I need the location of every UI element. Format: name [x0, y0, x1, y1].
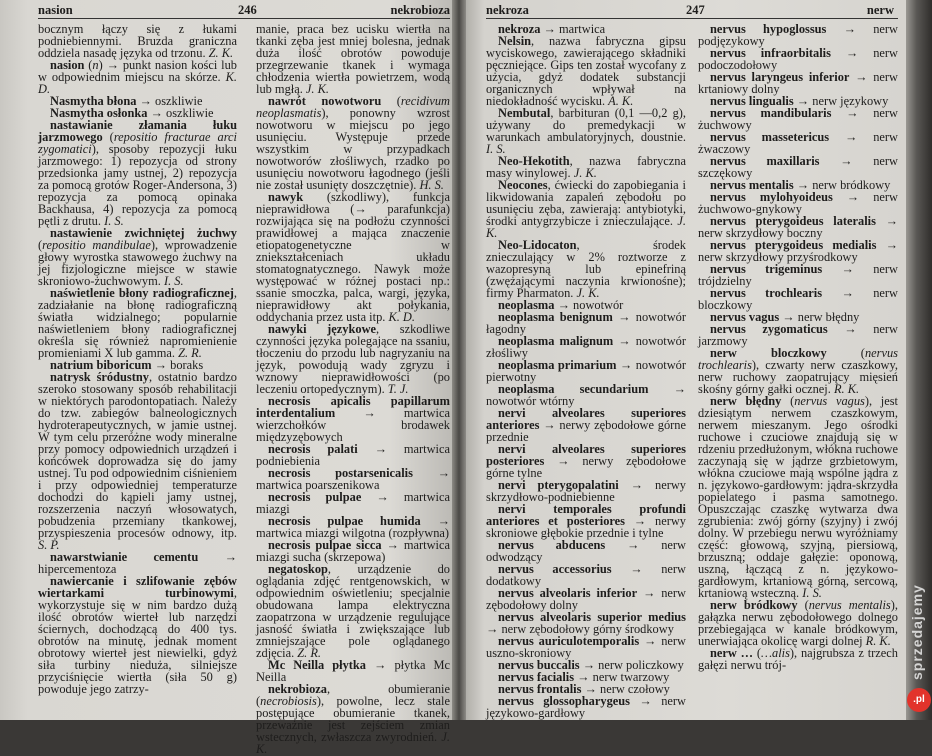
- dictionary-entry: [698, 155, 898, 179]
- entry-italic-text: H. S.: [419, 178, 444, 192]
- entry-text: ), wprowadzenie głowy wyrostka stawowego żuchwy na jej fizjologiczne miejsce w stawie skroniowo-żuchwowym.: [38, 238, 237, 288]
- entry-italic-text: J. K.: [486, 214, 686, 240]
- entry-headword: nervus maxillaris: [710, 154, 820, 168]
- dictionary-entry: [256, 563, 450, 659]
- dictionary-entry: [256, 395, 450, 443]
- entry-italic-text: R. K.: [833, 382, 860, 396]
- entry-text: → nerw odwodzący: [486, 538, 686, 564]
- entry-text: (: [753, 646, 761, 660]
- entry-text: → martwica poarszenikowa: [256, 466, 450, 492]
- entry-headword: nervus infraorbitalis: [710, 46, 831, 60]
- entry-headword: nervus vagus: [710, 310, 780, 324]
- entry-text: → nowotwór: [554, 298, 624, 312]
- dictionary-entry: [698, 215, 898, 239]
- entry-headword: natrium biboricum: [50, 358, 152, 372]
- entry-text: → oszkliwie: [147, 106, 214, 120]
- header-guide-word-right: nerw: [866, 3, 894, 17]
- entry-italic-text: J. K.: [256, 730, 450, 756]
- right-page: [462, 0, 906, 720]
- dictionary-entry: [256, 95, 450, 191]
- entry-text: → nerw językowy: [793, 94, 889, 108]
- entry-headword: nawyk: [268, 190, 304, 204]
- dictionary-entry: [486, 335, 686, 359]
- running-header-right: [486, 2, 898, 19]
- dictionary-entry: [256, 467, 450, 491]
- entry-text: (: [102, 130, 114, 144]
- entry-headword: nervi alveolares superiores anteriores: [486, 406, 686, 432]
- entry-text: → nerw błędny: [779, 310, 860, 324]
- entry-text: → nerw podjęzykowy: [698, 22, 898, 48]
- dictionary-entry: [486, 239, 686, 299]
- dictionary-entry: [38, 119, 237, 227]
- entry-headword: nekrobioza: [268, 682, 327, 696]
- entry-headword: nervus zygomaticus: [710, 322, 828, 336]
- entry-headword: Neo-Hekotith: [498, 154, 570, 168]
- entry-text: ), czwarty nerw czaszkowy, nerw ruchowy zaopatrujący mięsień skośny górny gałki ocznej.: [698, 358, 898, 396]
- header-guide-word-right: nekrobioza: [390, 3, 450, 17]
- dictionary-entry: [486, 611, 686, 635]
- dictionary-entry: [698, 395, 898, 599]
- entry-text: ), jest dziesiątym nerwem czaszkowym, nerwem mieszanym. Jego ośrodki ruchowe i czuciowe znajdują się w rdzeniu przedłużonym, włókna ruchowe zaczynają się w jądrze grzbietowym, włókna czuciowe mają wspólne jądra z n. językowo-gardłowym: jądra-skrzydła popielatego i pasma samotnego. Opuszczając czaszkę wytwarza dwa zgrubienia: zwój górny (szyjny) i zwój dolny. W przebiegu nerwu wyróżniamy część: głowową, szyjną, piersiową, brzuszną; oddaje gałęzie: oponową, uszną, łączącą z n. językowo-gardłowym, krtaniową górną, sercową, krtaniową wsteczną.: [698, 394, 898, 600]
- entry-text: , szkodliwe czynności języka polegające na ssaniu, tłoczeniu do przodu lub nagryzaniu na język, powodują wady zgryzu i wznowy nieprawidłowości (po leczeniu ortopedycznym).: [256, 322, 450, 396]
- entry-headword: nawarstwianie cementu: [50, 550, 199, 564]
- entry-text: → nerwy zębodołowe górne tylne: [486, 454, 686, 480]
- entry-text: → martwica wierzchołków brodawek międzyzębowych: [256, 406, 450, 444]
- entry-text: → nerw żwaczowy: [698, 130, 898, 156]
- dictionary-entry: [486, 179, 686, 239]
- dictionary-entry: [256, 323, 450, 395]
- dictionary-entry: [486, 107, 686, 155]
- dictionary-entry: [698, 47, 898, 71]
- entry-headword: nervus buccalis: [498, 658, 580, 672]
- dictionary-entry: [486, 563, 686, 587]
- entry-headword: Neo-Lidocaton: [498, 238, 577, 252]
- dictionary-entry: [486, 311, 686, 335]
- entry-italic-text: necrobiosis: [260, 694, 317, 708]
- entry-text: → nerw krtaniowy dolny: [698, 70, 898, 96]
- watermark-logo: sprzedajemy: [909, 584, 925, 680]
- entry-headword: nervus frontalis: [498, 682, 582, 696]
- entry-headword: nervi alveolares superiores posteriores: [486, 442, 686, 468]
- entry-text: → nerw skrzydłowy przyśrodkowy: [698, 238, 898, 264]
- dictionary-entry: [486, 35, 686, 107]
- entry-headword: necrosis postarsenicalis: [268, 466, 413, 480]
- entry-headword: nervus trochlearis: [710, 286, 823, 300]
- dictionary-entry: [256, 515, 450, 539]
- entry-text: ) → punkt nasion kości lub w odpowiednim miejscu na skórze.: [38, 58, 237, 84]
- entry-text: → nerw trójdzielny: [698, 262, 898, 288]
- entry-headword: neoplasma: [498, 298, 555, 312]
- page-number-right: 247: [686, 3, 705, 17]
- entry-text: (szkodliwy), funkcja nieprawidłowa (→ parafunkcja) rozwijająca się na podłożu czynności prawidłowej a mająca znaczenie etiopatogenetyczne w zniekształceniach układu stomatognatycznego. Nawyk może występować w różnej postaci np.: ssanie smoczka, palca, wargi, języka, nieprawidłowy akt połykania, oddychania przez usta itp.: [256, 190, 450, 324]
- entry-italic-text: …alis: [760, 646, 790, 660]
- entry-headword: nervi temporales profundi anteriores et posteriores: [486, 502, 686, 528]
- dictionary-entry: [486, 155, 686, 179]
- entry-headword: nawrót nowotworu: [268, 94, 382, 108]
- dictionary-column: [256, 23, 450, 755]
- dictionary-entry: [698, 23, 898, 47]
- page-number-left: 246: [238, 3, 257, 17]
- entry-text: → nerw policzkowy: [579, 658, 684, 672]
- entry-text: (: [84, 58, 93, 72]
- entry-italic-text: repositio mandibulae: [42, 238, 151, 252]
- entry-text: → nowotwór łagodny: [486, 310, 686, 336]
- dictionary-entry: [698, 107, 898, 131]
- dictionary-entry: [486, 359, 686, 383]
- entry-text: → oszkliwie: [136, 94, 203, 108]
- entry-italic-text: nervus trochlearis: [698, 346, 898, 372]
- entry-text: , nazwa fabryczna masy winylowej.: [486, 154, 686, 180]
- dictionary-entry: [698, 347, 898, 395]
- entry-text: (: [797, 598, 809, 612]
- entry-text: , środek znieczulający w 2% roztworze z wazopresyną lub epinefriną (zwężającymi naczynia krwionośne); firmy Pharmaton.: [486, 238, 686, 300]
- entry-headword: nervus laryngeus inferior: [710, 70, 850, 84]
- entry-text: → nerw bródkowy: [793, 178, 891, 192]
- entry-text: (: [781, 394, 795, 408]
- entry-headword: nervi pterygopalatini: [498, 478, 619, 492]
- entry-text: → nowotwór wtórny: [486, 382, 686, 408]
- entry-text: → nowotwór złośliwy: [486, 334, 686, 360]
- dictionary-entry: [486, 383, 686, 407]
- dictionary-entry: [256, 491, 450, 515]
- dictionary-entry: [486, 443, 686, 479]
- entry-text: ), ponowny wzrost nowotworu w miejscu po jego usunięciu. Występuje przede wszystkim w przypadkach nowotworów złośliwych, rzadko po usunięciu nowotworu łagodnego (jeśli nie został usunięty doszczętnie).: [256, 106, 450, 192]
- entry-text: → nerw twarzowy: [574, 670, 670, 684]
- entry-headword: nervus abducens: [498, 538, 606, 552]
- entry-italic-text: J. K.: [576, 286, 600, 300]
- entry-text: , urządzenie do oglądania zdjęć rentgenowskich, w odpowiednim oświetleniu; specjalnie obudowana lampa elektryczna zaopatrzona w urządzenie regulujące jasność światła i zwiększające lub zmniejszające pole oglądanego zdjęcia.: [256, 562, 450, 660]
- entry-text: , zadziałanie na błonę radiograficzną światła widzialnego; popularnie naświetleniem błony radiograficznej określa się również napromienienie promieniami X lub gamma.: [38, 286, 237, 360]
- entry-text: , barbituran (0,1 —0,2 g), używany do premedykacji w warunkach ambulatoryjnych, doustnie.: [486, 106, 686, 144]
- entry-text: , wykorzystuje się w nim bardzo dużą ilość obrotów wierteł lub narzędzi ściernych, dochodzącą do 400 tys. obrotów na minutę, jednak moment obrotowy wierteł jest niewielki, gdyż siła turbiny nieduża, silniejsze przyciśnięcie wiertła (siła 50 g) powoduje jego zatrzy-: [38, 586, 237, 696]
- entry-italic-text: S. P.: [38, 538, 60, 552]
- entry-text: → martwica miazgi wilgotna (rozpływna): [256, 514, 450, 540]
- entry-text: → nerw skrzydłowy boczny: [698, 214, 898, 240]
- dictionary-entry: [698, 191, 898, 215]
- entry-headword: nervus hypoglossus: [710, 22, 827, 36]
- entry-headword: negatoskop: [268, 562, 328, 576]
- entry-headword: neoplasma secundarium: [498, 382, 649, 396]
- entry-headword: nervus lingualis: [710, 94, 794, 108]
- entry-headword: necrosis apicalis papillarum interdentalium: [256, 394, 450, 420]
- dictionary-entry: [256, 443, 450, 467]
- running-header-left: [38, 2, 450, 19]
- entry-headword: Nelsin: [498, 34, 532, 48]
- entry-headword: nerw bloczkowy: [710, 346, 827, 360]
- entry-italic-text: repositio fracturae arci zygomatici: [38, 130, 237, 156]
- entry-headword: neoplasma primarium: [498, 358, 617, 372]
- dictionary-column: [486, 23, 686, 719]
- entry-headword: nastawianie złamania łuku jarzmowego: [38, 118, 237, 144]
- entry-text: → nerwy zębodołowe górne przednie: [486, 418, 686, 444]
- entry-text: ), gałązka nerwu zębodołowego dolnego przebiegająca w kanale bródkowym, unerwiająca okolicę wargi dolnej: [698, 598, 898, 648]
- dictionary-entry: [698, 287, 898, 311]
- entry-continuation: [256, 23, 450, 95]
- entry-text: → boraks: [151, 358, 204, 372]
- entry-text: → nerw podoczodołowy: [698, 46, 898, 72]
- entry-headword: natrysk śródustny: [50, 370, 149, 384]
- entry-italic-text: T. J.: [387, 382, 409, 396]
- entry-text: → płytka Mc Neilla: [256, 658, 451, 684]
- entry-italic-text: I. S.: [802, 586, 822, 600]
- entry-text: (: [381, 94, 401, 108]
- entry-italic-text: J. K.: [305, 82, 329, 96]
- entry-italic-text: nervus mentalis: [808, 598, 891, 612]
- entry-headword: nawiercanie i szlifowanie zębów wiertarkami turbinowymi: [38, 574, 237, 600]
- entry-headword: nekroza: [498, 22, 541, 36]
- entry-italic-text: K. D.: [38, 70, 237, 96]
- entry-headword: necrosis palati: [268, 442, 358, 456]
- entry-text: → nerwy skrzydłowo-podniebienne: [486, 478, 686, 504]
- entry-headword: nervus glossopharygeus: [498, 694, 630, 708]
- entry-italic-text: recidivum neoplasmatis: [256, 94, 450, 120]
- entry-headword: Mc Neilla płytka: [268, 658, 366, 672]
- entry-headword: necrosis pulpae humida: [268, 514, 421, 528]
- entry-text: → nerw czołowy: [581, 682, 670, 696]
- entry-headword: nervus accessorius: [498, 562, 612, 576]
- entry-continuation: [38, 23, 237, 59]
- dictionary-entry: [698, 263, 898, 287]
- dictionary-entry: [256, 683, 450, 755]
- entry-text: (: [38, 238, 43, 252]
- dictionary-entry: [698, 323, 898, 347]
- entry-headword: nervus alveolaris inferior: [498, 586, 638, 600]
- entry-text: bocznym łączy się z łukami podniebiennymi. Bruzda graniczna oddziela nasadę języka od trzonu.: [38, 22, 237, 60]
- dictionary-entry: [38, 287, 237, 359]
- entry-italic-text: Z. R.: [178, 346, 202, 360]
- left-page: [0, 0, 458, 756]
- dictionary-column: [38, 23, 237, 695]
- entry-italic-text: K. D.: [388, 310, 415, 324]
- dictionary-entry: [486, 635, 686, 659]
- entry-headword: nawyki językowe: [268, 322, 377, 336]
- dictionary-entry: [38, 575, 237, 695]
- dictionary-entry: [698, 71, 898, 95]
- entry-headword: nervus trigeminus: [710, 262, 823, 276]
- entry-text: → nerw jarzmowy: [698, 322, 898, 348]
- entry-text: → nerw zębodołowy górny środkowy: [486, 622, 674, 636]
- entry-text: ), sposoby repozycji łuku jarzmowego: 1) repozycja od strony przedsionka jamy ustnej, 2) repozycja za pomocą grotów Roger-Andersona, 3) repozycja za pomocą opinaka Backhausa, 4) repozycja za pomocą pętli z drutu.: [38, 142, 237, 228]
- entry-headword: necrosis pulpae sicca: [268, 538, 382, 552]
- dictionary-entry: [698, 647, 898, 671]
- entry-italic-text: J. K.: [573, 166, 597, 180]
- dictionary-entry: [486, 503, 686, 539]
- entry-italic-text: I. S.: [163, 274, 184, 288]
- entry-headword: Nembutal: [498, 106, 551, 120]
- entry-headword: neoplasma benignum: [498, 310, 613, 324]
- entry-text: → nerw szczękowy: [698, 154, 898, 180]
- dictionary-entry: [486, 407, 686, 443]
- dictionary-entry: [698, 239, 898, 263]
- entry-headword: nervus pterygoideus medialis: [710, 238, 877, 252]
- entry-headword: nerw błędny: [710, 394, 782, 408]
- entry-text: → martwica miazgi sucha (skrzepowa): [256, 538, 450, 564]
- entry-text: , ostatnio bardzo szeroko stosowany sposób rehabilitacji w niektórych parodontopatiach. Należy do tzw. zabiegów balneologicznych hydroterapeutycznych, w jamie ustnej. W tym celu przeróżne wody mineralne przy pomocy odpowiednich urządzeń i końcówek doprowadza się do jamy ustnej. Tu pod odpowiednim ciśnieniem i przy odpowiedniej temperaturze dochodzi do kąpieli jamy ustnej, rozszerzenia naczyń włosowatych, pobudzenia przemiany tkankowej, przyspieszenia procesów odnowy, itp.: [38, 370, 237, 540]
- dictionary-entry: [486, 539, 686, 563]
- entry-text: → martwica: [540, 22, 606, 36]
- entry-headword: nervus pterygoideus lateralis: [710, 214, 876, 228]
- dictionary-entry: [486, 479, 686, 503]
- book-gutter: [452, 0, 466, 720]
- entry-headword: nervus facialis: [498, 670, 575, 684]
- dictionary-entry: [38, 371, 237, 551]
- entry-headword: nervus auriculotemporalis: [498, 634, 640, 648]
- entry-headword: nervus mentalis: [710, 178, 794, 192]
- entry-text: → nerw zębodołowy dolny: [486, 586, 686, 612]
- entry-italic-text: Z. R.: [297, 646, 322, 660]
- entry-text: , nazwa fabryczna gipsu wyciskowego, zawierającego składniki pęczniejące. Gips ten został wycofany z użycia, gdyż dodatek substancji organicznych wpływał na niedokładność wycisku.: [486, 34, 686, 108]
- entry-italic-text: A. K.: [608, 94, 634, 108]
- entry-headword: Neocones: [498, 178, 548, 192]
- header-guide-word-left: nekroza: [486, 3, 529, 17]
- dictionary-entry: [256, 191, 450, 323]
- entry-text: , obumieranie (: [256, 682, 450, 708]
- entry-text: → nerw bloczkowy: [698, 286, 898, 312]
- dictionary-column: [698, 23, 898, 671]
- entry-italic-text: I. S.: [104, 214, 124, 228]
- entry-headword: naświetlenie błony radiograficznej: [50, 286, 234, 300]
- dictionary-entry: [486, 587, 686, 611]
- entry-text: → martwica miazgi: [256, 490, 450, 516]
- entry-text: → nerw dodatkowy: [486, 562, 686, 588]
- header-guide-word-left: nasion: [38, 3, 73, 17]
- entry-headword: nervus alveolaris superior medius: [498, 610, 686, 624]
- dictionary-entry: [38, 227, 237, 287]
- entry-text: → nowotwór pierwotny: [486, 358, 686, 384]
- entry-headword: necrosis pulpae: [268, 490, 362, 504]
- dictionary-entry: [38, 551, 237, 575]
- entry-headword: nastawienie zwichniętej żuchwy: [50, 226, 237, 240]
- entry-text: ), powolne, lecz stale postępujące obumieranie tkanek, przeważnie jest zejściem zmian wstecznych, zwłaszcza zwyrodnień.: [256, 694, 450, 744]
- entry-headword: Nasmytha błona: [50, 94, 137, 108]
- entry-text: → nerw językowo-gardłowy: [486, 694, 686, 720]
- entry-headword: nerw …: [710, 646, 754, 660]
- entry-text: → nerw uszno-skroniowy: [486, 634, 686, 660]
- watermark-badge: .pl: [907, 688, 931, 712]
- entry-italic-text: R. K.: [865, 634, 891, 648]
- entry-text: → nerwy skroniowe głębokie przednie i tylne: [486, 514, 686, 540]
- dictionary-entry: [256, 539, 450, 563]
- entry-headword: nerw bródkowy: [710, 598, 798, 612]
- dictionary-entry: [486, 695, 686, 719]
- entry-text: → nerw żuchwowy: [698, 106, 899, 132]
- entry-text: ), najgrubsza z trzech gałęzi nerwu trój-: [698, 646, 898, 672]
- entry-headword: nervus mandibularis: [710, 106, 832, 120]
- entry-headword: neoplasma malignum: [498, 334, 614, 348]
- entry-text: (: [826, 346, 865, 360]
- entry-headword: nervus mylohyoideus: [710, 190, 833, 204]
- dictionary-entry: [698, 599, 898, 647]
- entry-italic-text: nervus vagus: [794, 394, 865, 408]
- entry-text: , ćwiecki do zapobiegania i likwidowania zapaleń zębodołu po usunięciu zęba, zawierają: antybiotyki, środki antygrzybicze i znieczulające.: [486, 178, 686, 228]
- entry-text: manie, praca bez ucisku wiertła na tkanki zęba jest mniej bolesna, jednak duża ilość obrotów powoduje przegrzewanie tkanek i wymaga chłodzenia wiertła powietrzem, wodą lub mgłą.: [256, 22, 450, 96]
- entry-italic-text: n: [92, 58, 99, 72]
- entry-text: → hipercementoza: [38, 550, 237, 576]
- dictionary-entry: [38, 59, 237, 95]
- entry-italic-text: Z. K.: [208, 46, 234, 60]
- dictionary-entry: [256, 659, 450, 683]
- entry-headword: nasion: [50, 58, 85, 72]
- dictionary-entry: [698, 131, 898, 155]
- entry-headword: nervus massetericus: [710, 130, 830, 144]
- entry-headword: Nasmytha osłonka: [50, 106, 148, 120]
- entry-text: → martwica podniebienia: [256, 442, 450, 468]
- entry-text: → nerw żuchwowo-gnykowy: [698, 190, 898, 216]
- entry-italic-text: I. S.: [486, 142, 506, 156]
